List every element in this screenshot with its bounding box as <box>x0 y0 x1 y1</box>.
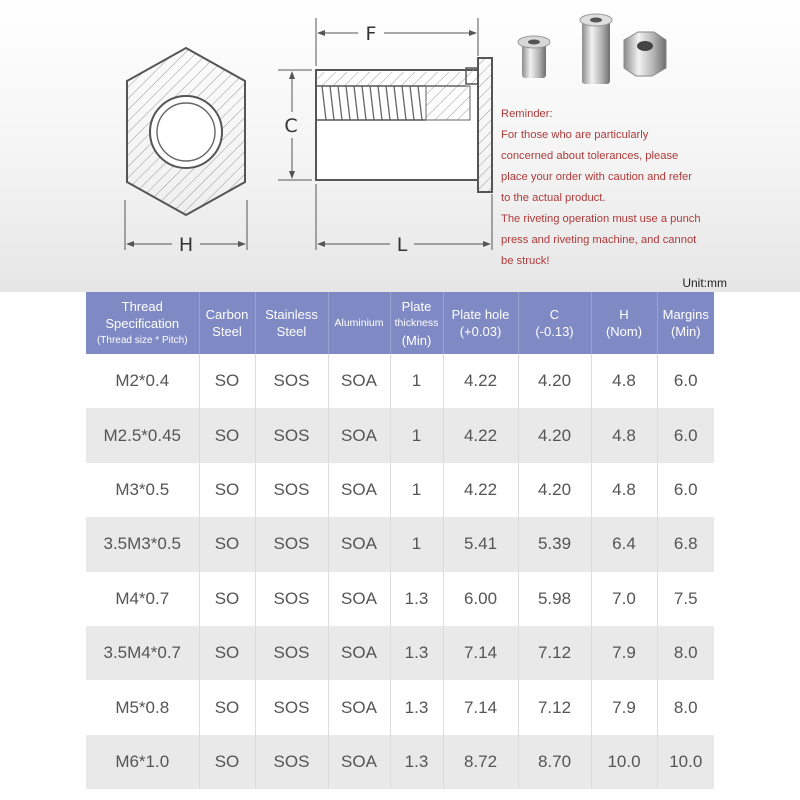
l-dimension <box>316 184 492 256</box>
header-plate-hole <box>443 292 518 354</box>
reminder-line: to the actual product. <box>501 192 606 204</box>
header-line: (Nom) <box>605 324 643 339</box>
table-cell: 6.0 <box>657 408 714 462</box>
table-cell: 10.0 <box>591 735 657 789</box>
header-line: H <box>619 307 629 322</box>
table-cell: M2.5*0.45 <box>86 408 199 462</box>
table-cell: 1 <box>390 517 443 571</box>
table-cell: 5.41 <box>443 517 518 571</box>
table-cell: 7.9 <box>591 680 657 734</box>
table-cell: SOS <box>255 354 328 408</box>
table-row <box>86 626 714 680</box>
reminder-line: The riveting operation must use a punch <box>501 213 701 225</box>
header-line: thickness <box>394 316 439 329</box>
table-cell: 1.3 <box>390 626 443 680</box>
table-cell: SOA <box>328 463 390 517</box>
header-h <box>591 292 657 354</box>
table-cell: 4.22 <box>443 408 518 462</box>
table-cell: 4.22 <box>443 354 518 408</box>
c-label: C <box>284 115 298 137</box>
table-cell: SOA <box>328 626 390 680</box>
table-cell: 4.8 <box>591 463 657 517</box>
table-cell: SOA <box>328 735 390 789</box>
header-line: Plate hole <box>451 307 510 322</box>
drawing-panel <box>0 0 800 292</box>
table-cell: SO <box>199 572 255 626</box>
header-plate-thickness <box>390 292 443 354</box>
table-row <box>86 572 714 626</box>
table-cell: 6.4 <box>591 517 657 571</box>
table-cell: 6.0 <box>657 463 714 517</box>
table-cell: SOA <box>328 517 390 571</box>
reminder-line: concerned about tolerances, please <box>501 150 679 162</box>
table-cell: 3.5M3*0.5 <box>86 517 199 571</box>
unit-label: Unit:mm <box>682 276 727 290</box>
table-cell: SO <box>199 626 255 680</box>
table-cell: 5.39 <box>518 517 591 571</box>
header-margins <box>657 292 714 354</box>
table-cell: SO <box>199 680 255 734</box>
table-cell: SO <box>199 354 255 408</box>
table-cell: 10.0 <box>657 735 714 789</box>
table-cell: M4*0.7 <box>86 572 199 626</box>
table-cell: 8.70 <box>518 735 591 789</box>
table-cell: 7.14 <box>443 626 518 680</box>
header-line: (Min) <box>670 324 701 339</box>
table-cell: SO <box>199 735 255 789</box>
table-cell: SOA <box>328 354 390 408</box>
f-dimension <box>316 18 478 66</box>
table-cell: M5*0.8 <box>86 680 199 734</box>
header-line: Carbon <box>205 307 249 322</box>
reminder-line: Reminder: <box>501 108 553 120</box>
standoff-tall <box>580 14 612 84</box>
table-cell: 1 <box>390 354 443 408</box>
header-line: (Min) <box>401 332 432 348</box>
table-cell: SOS <box>255 463 328 517</box>
header-line: Specification <box>105 315 180 331</box>
header-thread-spec <box>86 292 199 354</box>
table-cell: 7.12 <box>518 626 591 680</box>
table-row <box>86 463 714 517</box>
header-line: Stainless <box>265 307 318 322</box>
l-label: L <box>396 234 408 256</box>
reminder-line: place your order with caution and refer <box>501 171 692 183</box>
table-cell: 7.5 <box>657 572 714 626</box>
table-cell: 8.72 <box>443 735 518 789</box>
table-cell: 6.8 <box>657 517 714 571</box>
table-cell: SOS <box>255 626 328 680</box>
table-cell: 7.14 <box>443 680 518 734</box>
h-label: H <box>178 234 194 256</box>
header-stainless-steel <box>255 292 328 354</box>
standoff-hex <box>624 32 666 76</box>
header-line: (+0.03) <box>459 324 502 339</box>
header-c <box>518 292 591 354</box>
table-cell: 7.0 <box>591 572 657 626</box>
table-cell: 4.20 <box>518 463 591 517</box>
hex-end-view <box>127 48 245 215</box>
table-row <box>86 354 714 408</box>
table-header-row <box>86 292 714 354</box>
header-subtitle: (Thread size * Pitch) <box>96 334 188 346</box>
table-cell: 7.9 <box>591 626 657 680</box>
table-cell: SOS <box>255 517 328 571</box>
table-cell: 3.5M4*0.7 <box>86 626 199 680</box>
header-line: Aluminium <box>334 316 384 329</box>
reminder-line: be struck! <box>501 255 550 267</box>
table-cell: SO <box>199 408 255 462</box>
side-view <box>316 58 492 192</box>
header-aluminium <box>328 292 390 354</box>
reminder-line: press and riveting machine, and cannot <box>501 234 697 246</box>
table-cell: 4.8 <box>591 408 657 462</box>
header-line: Steel <box>212 324 242 339</box>
spec-table <box>86 292 714 789</box>
table-cell: 7.12 <box>518 680 591 734</box>
f-label: F <box>365 23 377 45</box>
reminder-note <box>501 104 731 272</box>
table-body <box>86 354 714 789</box>
product-photo <box>508 6 674 100</box>
table-cell: SOA <box>328 680 390 734</box>
table-row <box>86 517 714 571</box>
table-cell: 4.20 <box>518 354 591 408</box>
table-cell: 1.3 <box>390 572 443 626</box>
table-cell: SOS <box>255 408 328 462</box>
table-cell: SOS <box>255 572 328 626</box>
table-cell: 1 <box>390 463 443 517</box>
reminder-line: For those who are particularly <box>501 129 649 141</box>
header-line: Margins <box>662 307 709 322</box>
table-cell: SOA <box>328 572 390 626</box>
table-cell: 1.3 <box>390 680 443 734</box>
table-row <box>86 680 714 734</box>
header-carbon-steel <box>199 292 255 354</box>
table-cell: SOS <box>255 735 328 789</box>
table-cell: 4.8 <box>591 354 657 408</box>
header-line: Steel <box>276 324 307 339</box>
c-dimension <box>278 70 312 180</box>
table-cell: 1 <box>390 408 443 462</box>
table-cell: M3*0.5 <box>86 463 199 517</box>
table-cell: 8.0 <box>657 626 714 680</box>
header-line: Plate <box>401 298 432 314</box>
header-line: C <box>549 307 560 322</box>
table-cell: 4.20 <box>518 408 591 462</box>
header-line: (-0.13) <box>535 324 574 339</box>
table-cell: M2*0.4 <box>86 354 199 408</box>
table-cell: SOS <box>255 680 328 734</box>
table-cell: 6.00 <box>443 572 518 626</box>
table-cell: 1.3 <box>390 735 443 789</box>
table-row <box>86 408 714 462</box>
table-cell: SOA <box>328 408 390 462</box>
table-cell: 8.0 <box>657 680 714 734</box>
table-cell: 5.98 <box>518 572 591 626</box>
table-cell: 4.22 <box>443 463 518 517</box>
table-cell: 6.0 <box>657 354 714 408</box>
table-cell: SO <box>199 517 255 571</box>
table-cell: M6*1.0 <box>86 735 199 789</box>
standoff-short <box>518 36 550 78</box>
table-cell: SO <box>199 463 255 517</box>
header-line: Thread <box>121 298 163 314</box>
table-row <box>86 735 714 789</box>
